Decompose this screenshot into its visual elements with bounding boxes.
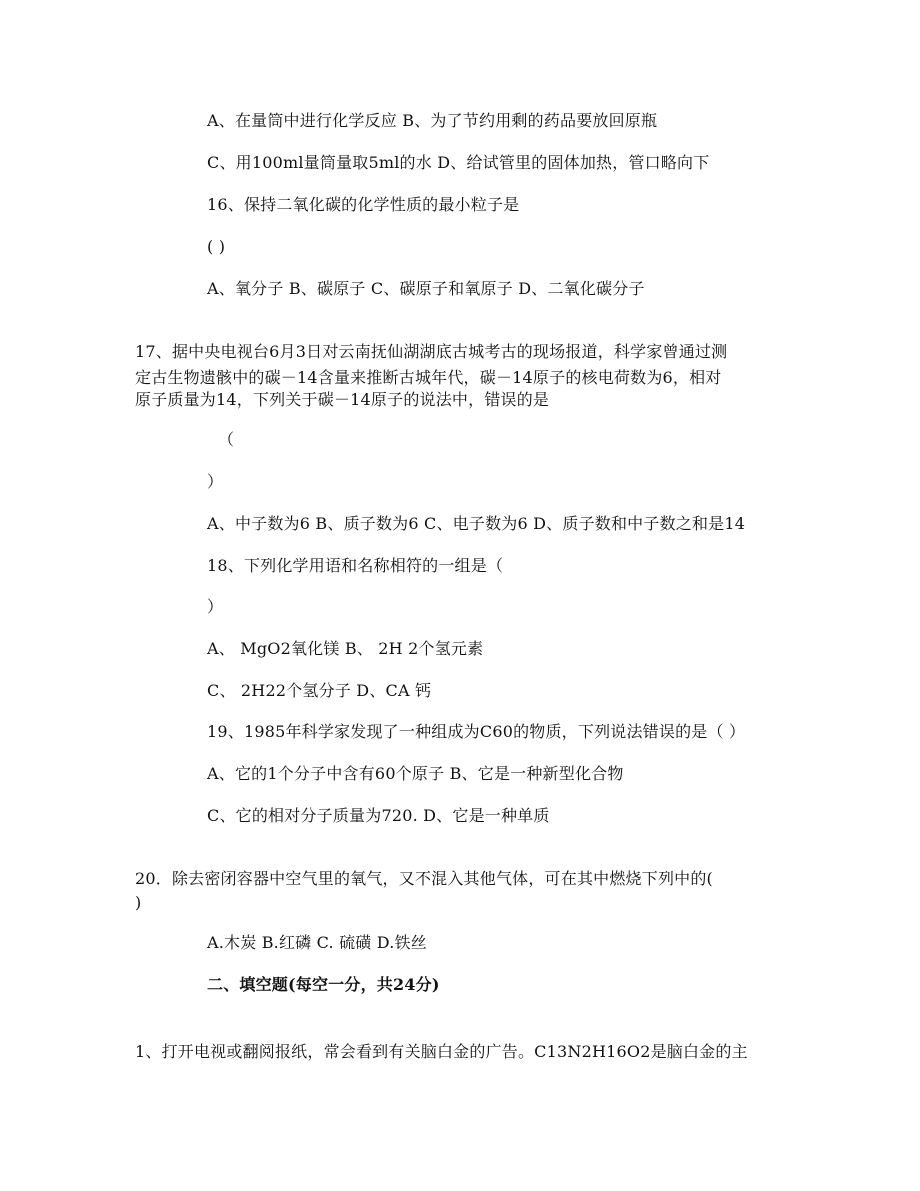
q20-line1: 20．除去密闭容器中空气里的氧气，又不混入其他气体，可在其中燃烧下列中的( — [135, 869, 714, 888]
q18-option-cd: C、 2H22个氢分子 D、CA 钙 — [207, 681, 432, 700]
q16-options: A、氧分子 B、碳原子 C、碳原子和氧原子 D、二氧化碳分子 — [207, 279, 645, 298]
q18-paren-close: ） — [207, 597, 224, 616]
section-heading: 二、填空题(每空一分，共24分) — [207, 975, 440, 994]
q15-option-cd: C、用100ml量筒量取5ml的水 D、给试管里的固体加热，管口略向下 — [207, 153, 710, 172]
q17-paren-open: （ — [218, 430, 235, 449]
q18-stem: 18、下列化学用语和名称相符的一组是（ — [207, 556, 504, 575]
q17-options: A、中子数为6 B、质子数为6 C、电子数为6 D、质子数和中子数之和是14 — [207, 514, 746, 533]
q20-line2: ) — [135, 893, 142, 912]
q16-stem: 16、保持二氧化碳的化学性质的最小粒子是 — [207, 195, 520, 214]
q19-option-cd: C、它的相对分子质量为720. D、它是一种单质 — [207, 806, 550, 825]
q17-paren-close: ） — [207, 472, 224, 491]
q19-option-ab: A、它的1个分子中含有60个原子 B、它是一种新型化合物 — [207, 764, 624, 783]
fill1-line1: 1、打开电视或翻阅报纸，常会看到有关脑白金的广告。C13N2H16O2是脑白金的主 — [135, 1042, 748, 1061]
q20-options: A.木炭 B.红磷 C. 硫磺 D.铁丝 — [207, 933, 427, 952]
q19-stem: 19、1985年科学家发现了一种组成为C60的物质，下列说法错误的是（ ） — [207, 722, 746, 741]
q16-paren: ( ) — [207, 237, 226, 256]
q17-line3: 原子质量为14，下列关于碳－14原子的说法中，错误的是 — [135, 390, 550, 409]
q17-line1: 17、据中央电视台6月3日对云南抚仙湖湖底古城考古的现场报道，科学家曾通过测 — [135, 342, 728, 361]
q18-option-ab: A、 MgO2氧化镁 B、 2H 2个氢元素 — [207, 639, 484, 658]
q15-option-ab: A、在量筒中进行化学反应 B、为了节约用剩的药品要放回原瓶 — [207, 111, 658, 130]
q17-line2: 定古生物遗骸中的碳－14含量来推断古城年代，碳－14原子的核电荷数为6，相对 — [135, 368, 722, 387]
